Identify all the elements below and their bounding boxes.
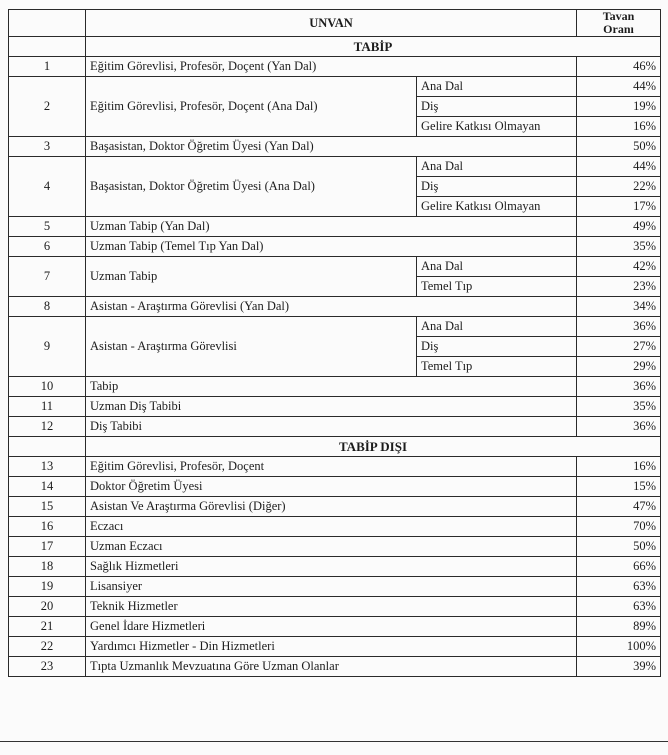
row-number: 13: [9, 457, 86, 477]
row-rate: 66%: [577, 557, 661, 577]
row-title: Asistan Ve Araştırma Görevlisi (Diğer): [86, 497, 577, 517]
header-rate-line-2: Oranı: [603, 22, 634, 36]
table-row: [9, 597, 661, 617]
row-title: Teknik Hizmetler: [86, 597, 577, 617]
table-row: [9, 477, 661, 497]
row-rate: 36%: [577, 417, 661, 437]
row-rate: 44%: [577, 157, 661, 177]
table-row: [9, 137, 661, 157]
row-rate: 36%: [577, 377, 661, 397]
row-title: Tabip: [86, 377, 577, 397]
row-number: 1: [9, 57, 86, 77]
row-subcategory: Ana Dal: [417, 257, 577, 277]
row-title: Başasistan, Doktor Öğretim Üyesi (Yan Dal): [86, 137, 577, 157]
row-title: Eğitim Görevlisi, Profesör, Doçent (Yan Dal): [86, 57, 577, 77]
row-number: 16: [9, 517, 86, 537]
table-row: [9, 217, 661, 237]
row-subcategory: Ana Dal: [417, 157, 577, 177]
row-number: 22: [9, 637, 86, 657]
row-number: 11: [9, 397, 86, 417]
row-rate: 89%: [577, 617, 661, 637]
row-rate: 63%: [577, 577, 661, 597]
table-row: [9, 617, 661, 637]
table-row: [9, 517, 661, 537]
table-row: [9, 577, 661, 597]
header-rate: [577, 10, 661, 37]
row-subcategory: Temel Tıp: [417, 277, 577, 297]
row-number: 20: [9, 597, 86, 617]
row-number: 19: [9, 577, 86, 597]
section-header-row: [9, 37, 661, 57]
row-rate: 70%: [577, 517, 661, 537]
row-rate: 44%: [577, 77, 661, 97]
table-row: [9, 157, 661, 177]
row-title: Uzman Tabip (Yan Dal): [86, 217, 577, 237]
table-row: [9, 557, 661, 577]
table-row: [9, 377, 661, 397]
row-rate: 29%: [577, 357, 661, 377]
row-rate: 16%: [577, 117, 661, 137]
row-number: 8: [9, 297, 86, 317]
row-rate: 100%: [577, 637, 661, 657]
header-number-cell: [9, 10, 86, 37]
section-blank-cell: [9, 437, 86, 457]
row-rate: 34%: [577, 297, 661, 317]
row-rate: 23%: [577, 277, 661, 297]
row-subcategory: Diş: [417, 337, 577, 357]
row-title: Sağlık Hizmetleri: [86, 557, 577, 577]
row-rate: 50%: [577, 537, 661, 557]
row-rate: 50%: [577, 137, 661, 157]
row-rate: 63%: [577, 597, 661, 617]
row-number: 5: [9, 217, 86, 237]
row-number: 3: [9, 137, 86, 157]
row-title: Uzman Tabip: [86, 257, 417, 297]
row-rate: 47%: [577, 497, 661, 517]
page-bottom-rule: [0, 741, 668, 742]
table-row: [9, 657, 661, 677]
row-title: Asistan - Araştırma Görevlisi: [86, 317, 417, 377]
row-rate: 46%: [577, 57, 661, 77]
row-number: 23: [9, 657, 86, 677]
row-rate: 27%: [577, 337, 661, 357]
table-row: [9, 237, 661, 257]
row-number: 7: [9, 257, 86, 297]
row-title: Asistan - Araştırma Görevlisi (Yan Dal): [86, 297, 577, 317]
table-row: [9, 317, 661, 337]
row-rate: 15%: [577, 477, 661, 497]
row-rate: 39%: [577, 657, 661, 677]
row-number: 15: [9, 497, 86, 517]
row-title: Uzman Eczacı: [86, 537, 577, 557]
row-title: Tıpta Uzmanlık Mevzuatına Göre Uzman Olanlar: [86, 657, 577, 677]
table-row: [9, 637, 661, 657]
table-row: [9, 77, 661, 97]
section-title: TABİP DIŞI: [86, 437, 661, 457]
row-subcategory: Temel Tıp: [417, 357, 577, 377]
row-number: 2: [9, 77, 86, 137]
row-title: Eğitim Görevlisi, Profesör, Doçent (Ana Dal): [86, 77, 417, 137]
table-row: [9, 537, 661, 557]
row-rate: 42%: [577, 257, 661, 277]
section-title: TABİP: [86, 37, 661, 57]
row-rate: 16%: [577, 457, 661, 477]
row-subcategory: Diş: [417, 177, 577, 197]
row-subcategory: Ana Dal: [417, 317, 577, 337]
row-number: 6: [9, 237, 86, 257]
row-number: 18: [9, 557, 86, 577]
row-rate: 22%: [577, 177, 661, 197]
table-row: [9, 497, 661, 517]
table-row: [9, 257, 661, 277]
row-title: Eğitim Görevlisi, Profesör, Doçent: [86, 457, 577, 477]
row-subcategory: Diş: [417, 97, 577, 117]
row-rate: 49%: [577, 217, 661, 237]
header-rate-line-1: Tavan: [602, 9, 635, 23]
table-row: [9, 457, 661, 477]
header-row: [9, 10, 661, 37]
row-number: 21: [9, 617, 86, 637]
rates-table: [8, 9, 661, 677]
table-row: [9, 57, 661, 77]
row-rate: 36%: [577, 317, 661, 337]
row-title: Yardımcı Hizmetler - Din Hizmetleri: [86, 637, 577, 657]
row-rate: 35%: [577, 237, 661, 257]
row-title: Eczacı: [86, 517, 577, 537]
row-rate: 19%: [577, 97, 661, 117]
row-rate: 17%: [577, 197, 661, 217]
row-title: Uzman Tabip (Temel Tıp Yan Dal): [86, 237, 577, 257]
row-number: 12: [9, 417, 86, 437]
row-rate: 35%: [577, 397, 661, 417]
section-header-row: [9, 437, 661, 457]
row-title: Genel İdare Hizmetleri: [86, 617, 577, 637]
row-subcategory: Gelire Katkısı Olmayan: [417, 117, 577, 137]
row-title: Başasistan, Doktor Öğretim Üyesi (Ana Dal): [86, 157, 417, 217]
row-title: Uzman Diş Tabibi: [86, 397, 577, 417]
row-number: 10: [9, 377, 86, 397]
row-subcategory: Gelire Katkısı Olmayan: [417, 197, 577, 217]
table-row: [9, 397, 661, 417]
rates-body: [9, 37, 661, 677]
table-row: [9, 297, 661, 317]
section-blank-cell: [9, 37, 86, 57]
header-title: UNVAN: [86, 10, 577, 37]
row-number: 14: [9, 477, 86, 497]
row-title: Diş Tabibi: [86, 417, 577, 437]
row-number: 9: [9, 317, 86, 377]
row-subcategory: Ana Dal: [417, 77, 577, 97]
row-number: 17: [9, 537, 86, 557]
row-number: 4: [9, 157, 86, 217]
row-title: Doktor Öğretim Üyesi: [86, 477, 577, 497]
row-title: Lisansiyer: [86, 577, 577, 597]
table-row: [9, 417, 661, 437]
